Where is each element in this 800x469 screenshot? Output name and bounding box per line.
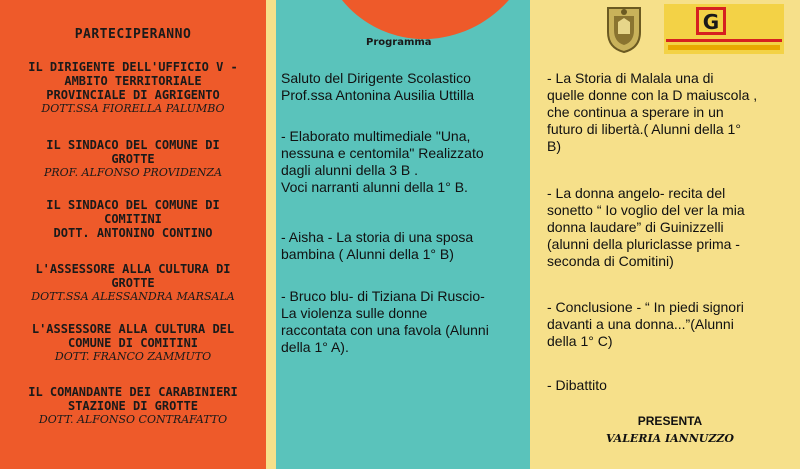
participants-title: PARTECIPERANNO — [74, 27, 192, 42]
presenter-name: VALERIA IANNUZZO — [605, 432, 734, 445]
program-item: - Dibattito — [547, 377, 607, 393]
municipal-crest-icon — [604, 4, 644, 54]
participant-entry — [0, 262, 266, 304]
participant-name: DOTT. ALFONSO CONTRAFATTO — [38, 413, 228, 426]
g-logo-letter: G — [702, 10, 720, 34]
program-title: Programma — [366, 37, 432, 48]
participant-role: IL COMANDANTE DEI CARABINIERI STAZIONE DI GROTTE — [28, 385, 238, 413]
participant-role: IL DIRIGENTE DELL'UFFICIO V - AMBITO TERRITORIALE PROVINCIALE DI AGRIGENTO — [28, 60, 238, 102]
participant-entry — [0, 322, 266, 364]
program-item: - Bruco blu- di Tiziana Di Ruscio- La violenza sulle donne raccontata con una favola (Alunni della 1° A). — [281, 288, 489, 355]
participant-name: DOTT.SSA ALESSANDRA MARSALA — [31, 290, 235, 303]
participant-role: L'ASSESSORE ALLA CULTURA DEL COMUNE DI COMITINI — [31, 322, 235, 350]
participant-name: DOTT.SSA FIORELLA PALUMBO — [41, 102, 225, 115]
program-item: - La Storia di Malala una di quelle donne con la D maiuscola , che continua a sperare in un futuro di libertà.( Alunni della 1° B) — [547, 70, 758, 154]
program-item: - Conclusione - “ In piedi signori davanti a una donna...”(Alunni della 1° C) — [547, 299, 744, 349]
participant-name: DOTT. ANTONINO CONTINO — [53, 226, 213, 240]
participant-role: L'ASSESSORE ALLA CULTURA DI GROTTE — [35, 262, 231, 290]
right-divider — [530, 0, 540, 469]
participant-entry — [0, 198, 266, 240]
g-logo — [664, 4, 784, 54]
participant-entry — [0, 60, 266, 116]
participant-role: IL SINDACO DEL COMUNE DI COMITINI — [46, 198, 220, 226]
participant-name: PROF. ALFONSO PROVIDENZA — [43, 166, 223, 179]
participant-entry — [0, 385, 266, 427]
program-item: - La donna angelo- recita del sonetto “ Io voglio del ver la mia donna laudare” di Guinizzelli (alunni della pluriclasse prima - seconda di Comitini) — [547, 185, 745, 269]
participant-role: IL SINDACO DEL COMUNE DI GROTTE — [46, 138, 220, 166]
left-divider — [266, 0, 276, 469]
participant-entry — [0, 138, 266, 180]
presenter-label: PRESENTA — [637, 414, 703, 428]
program-item: Saluto del Dirigente Scolastico Prof.ssa Antonina Ausilia Uttilla — [281, 70, 474, 103]
participant-name: DOTT. FRANCO ZAMMUTO — [54, 350, 212, 363]
program-item: - Aisha - La storia di una sposa bambina ( Alunni della 1° B) — [281, 229, 474, 262]
program-item: - Elaborato multimediale "Una, nessuna e centomila" Realizzato dagli alunni della 3 B . Voci narranti alunni della 1° B. — [281, 128, 484, 195]
